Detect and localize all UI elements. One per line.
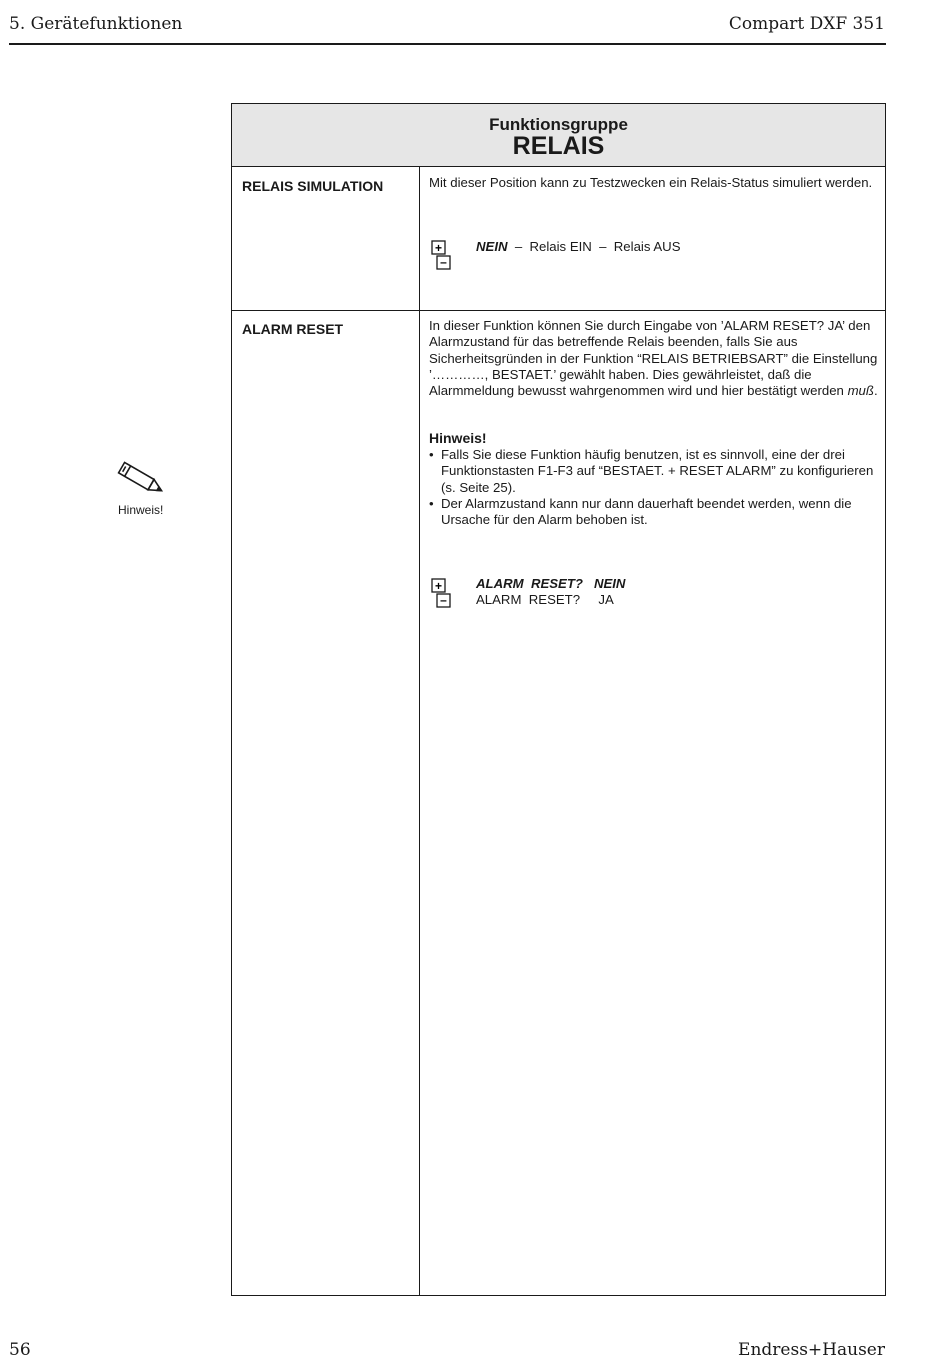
function-name-alarm-reset: ALARM RESET [242,321,344,337]
note-bullet: • Der Alarmzustand kann nur dann dauerhaft beendet werden, wenn die Ursache für den Alarm behoben ist. [429,496,884,529]
description-main: In dieser Funktion können Sie durch Eingabe von ’ALARM RESET? JA’ den Alarmzustand für das betreffende Relais beenden, falls Sie aus Sicherheitsgründen in der Funktion “RELAIS BETRIEBSART” die Einstellung ’…………, BESTAET.’ gewählt haben. Dies gewährleistet, daß die Alarmmeldung bewusst wahrgenommen wird und hier bestätigt werden [429,318,878,399]
note-heading: Hinweis! [429,430,487,446]
row-divider [232,310,885,311]
option-alternatives: – Relais EIN – Relais AUS [507,239,681,254]
alarm-reset-option-selected [476,576,625,591]
alarm-reset-option-other: ALARM RESET? JA [476,592,614,607]
note-bullet: • Falls Sie diese Funktion häufig benutzen, ist es sinnvoll, eine der drei Funktionstasten F1-F3 auf “BESTAET. + RESET ALARM” zu konfigurieren (s. Seite 25). [429,447,884,496]
group-label: Funktionsgruppe [489,115,628,134]
column-divider [419,167,420,1295]
note-label: Hinweis! [118,503,164,517]
plus-minus-keys-icon [431,240,455,270]
function-group-table [231,103,886,1296]
option-selected-text: ALARM RESET? NEIN [476,576,626,591]
key-minus-label: – [440,255,447,269]
plus-minus-keys-icon [431,578,455,608]
table-header [232,104,885,167]
simulation-options [476,239,681,254]
description-end: . [873,383,878,399]
header-divider [9,43,886,45]
option-default: NEIN [476,239,508,254]
section-title: 5. Gerätefunktionen [9,14,183,34]
key-plus-label: + [434,241,443,255]
function-description-alarm-reset [429,318,879,399]
function-description-relais-simulation: Mit dieser Position kann zu Testzwecken ein Relais-Status simuliert werden. [429,175,873,190]
page-number: 56 [9,1340,31,1360]
note-bullet-list [429,447,884,528]
description-emphasis: muß [847,383,874,399]
function-name-relais-simulation: RELAIS SIMULATION [242,178,384,194]
pencil-note-icon [112,458,170,502]
product-name: Compart DXF 351 [728,14,885,34]
key-minus-label: – [440,593,447,607]
key-plus-label: + [434,579,443,593]
group-name: RELAIS [512,132,605,160]
brand-name: Endress+Hauser [738,1340,885,1360]
